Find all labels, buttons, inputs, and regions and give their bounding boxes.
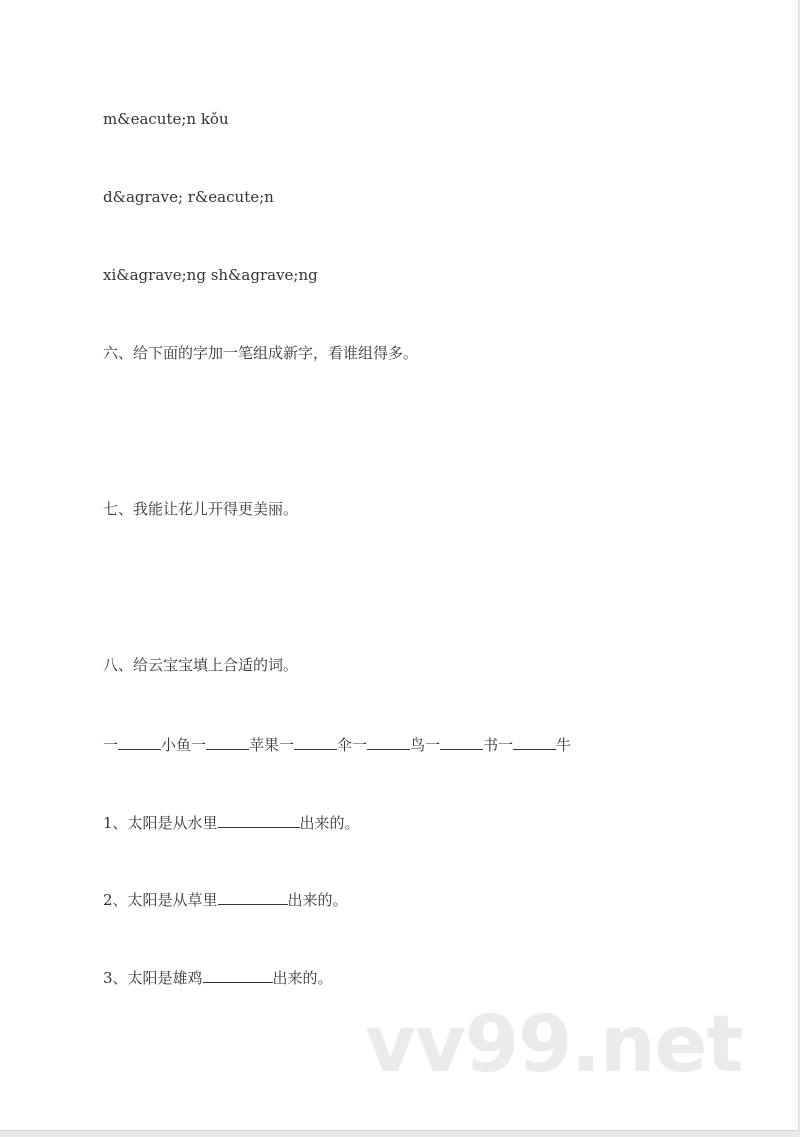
fill-before: 1、太阳是从水里 bbox=[103, 814, 218, 832]
fill-before: 3、太阳是雄鸡 bbox=[103, 969, 203, 987]
blank bbox=[440, 735, 483, 750]
measure-item: 书一 bbox=[483, 736, 514, 754]
fill-line-1 bbox=[103, 813, 360, 833]
fill-after: 出来的。 bbox=[272, 969, 333, 987]
blank bbox=[203, 968, 273, 983]
blank bbox=[206, 735, 249, 750]
measure-prefix: 一 bbox=[103, 736, 119, 754]
fill-after: 出来的。 bbox=[299, 814, 360, 832]
fill-before: 2、太阳是从草里 bbox=[103, 891, 218, 909]
fill-after: 出来的。 bbox=[287, 891, 348, 909]
pinyin-line-1: m&eacute;n kǒu bbox=[103, 110, 229, 128]
fill-line-2 bbox=[103, 890, 348, 910]
blank bbox=[218, 813, 300, 828]
measure-item: 小鱼一 bbox=[161, 736, 207, 754]
question-8: 八、给云宝宝填上合适的词。 bbox=[103, 656, 299, 674]
pinyin-line-3: xi&agrave;ng sh&agrave;ng bbox=[103, 266, 318, 284]
blank bbox=[218, 890, 288, 905]
question-6: 六、给下面的字加一笔组成新字，看谁组得多。 bbox=[103, 344, 419, 362]
blank bbox=[294, 735, 337, 750]
question-7: 七、我能让花儿开得更美丽。 bbox=[103, 500, 299, 518]
blank bbox=[513, 735, 556, 750]
measure-item: 鸟一 bbox=[410, 736, 441, 754]
watermark: vv99.net bbox=[365, 1000, 743, 1090]
measure-item: 牛 bbox=[556, 736, 572, 754]
fill-line-3 bbox=[103, 968, 333, 988]
measure-item: 伞一 bbox=[337, 736, 368, 754]
measure-word-line bbox=[103, 735, 571, 755]
blank bbox=[118, 735, 161, 750]
blank bbox=[367, 735, 410, 750]
measure-item: 苹果一 bbox=[249, 736, 295, 754]
pinyin-line-2: d&agrave; r&eacute;n bbox=[103, 188, 274, 206]
